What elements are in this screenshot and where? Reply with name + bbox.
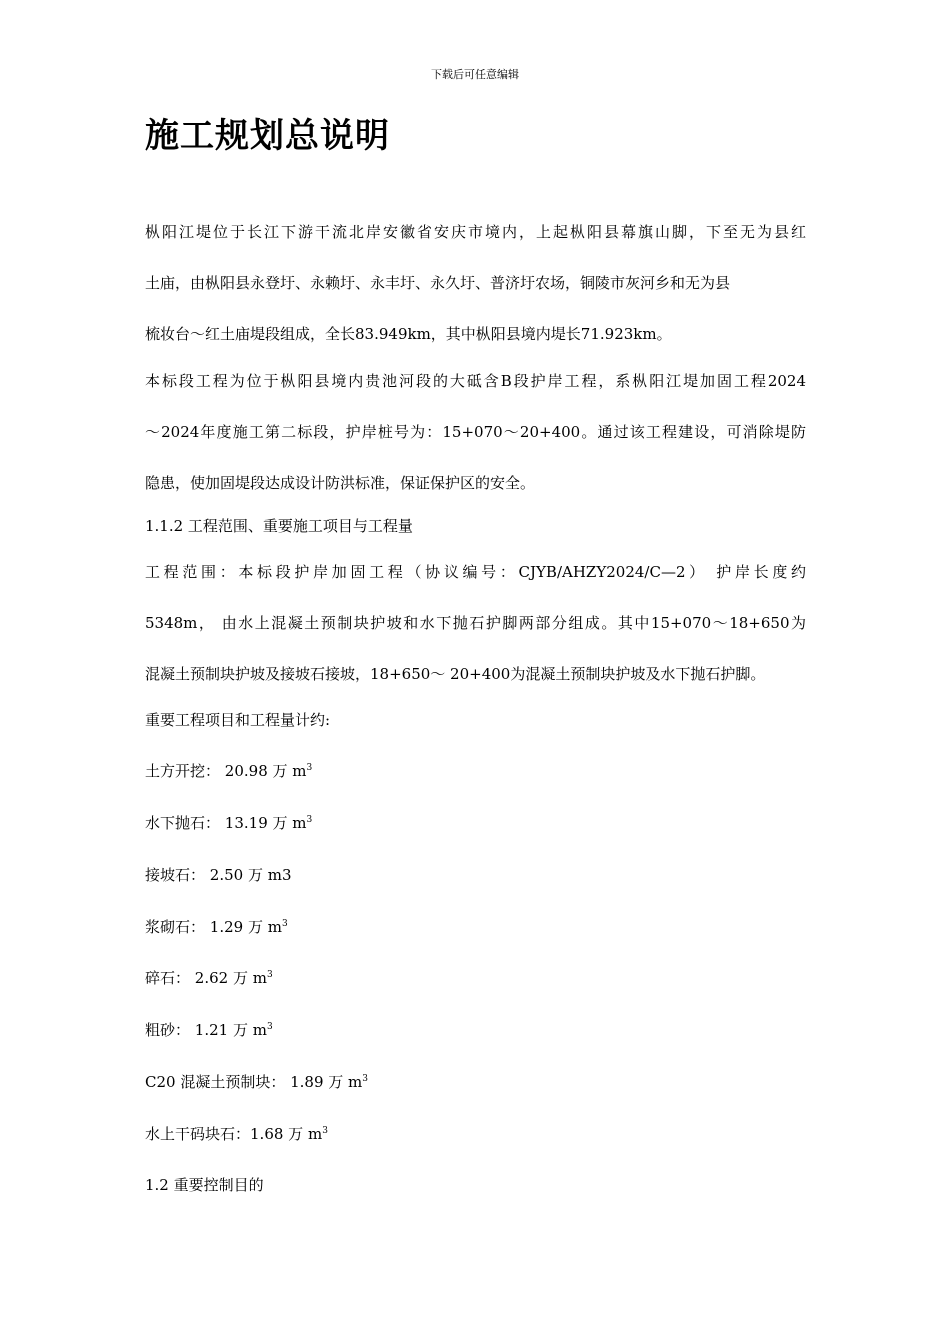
quantity-item: 水上干码块石：1.68 万 $m^3$: [145, 1125, 328, 1143]
paragraph-line: 混凝土预制块护坡及接坡石接坡，18+650～ 20+400为混凝土预制块护坡及水下抛石护脚。: [145, 665, 766, 683]
quantity-item: 粗砂： 1.21 万 $m^3$: [145, 1021, 273, 1039]
paragraph-line: 5348m， 由水上混凝土预制块护坡和水下抛石护脚两部分组成。其中15+070～18+650为: [145, 614, 806, 632]
page-header: 下载后可任意编辑: [431, 68, 519, 81]
paragraph-line: 枞阳江堤位于长江下游干流北岸安徽省安庆市境内，上起枞阳县幕旗山脚，下至无为县红: [145, 223, 806, 241]
paragraph-line: 土庙，由枞阳县永登圩、永赖圩、永丰圩、永久圩、普济圩农场，铜陵市灰河乡和无为县: [145, 274, 731, 292]
quantity-item: C20 混凝土预制块： 1.89 万 $m^3$: [145, 1073, 369, 1091]
quantities-intro: 重要工程项目和工程量计约:: [145, 711, 331, 729]
page-title: 施工规划总说明: [145, 116, 390, 156]
paragraph-line: 本标段工程为位于枞阳县境内贵池河段的大砥含B段护岸工程，系枞阳江堤加固工程2024: [145, 372, 806, 390]
paragraph-line: 梳妆台～红土庙堤段组成，全长83.949km，其中枞阳县境内堤长71.923km。: [145, 325, 672, 343]
section-heading: 1.2 重要控制目的: [145, 1176, 264, 1194]
quantity-item: 土方开挖： 20.98 万 $m^3$: [145, 762, 313, 780]
paragraph-line: 工程范围：本标段护岸加固工程（协议编号：CJYB/AHZY2024/C—2） 护岸长度约: [145, 563, 806, 581]
section-heading: 1.1.2 工程范围、重要施工项目与工程量: [145, 517, 413, 535]
paragraph-line: ～2024年度施工第二标段，护岸桩号为：15+070～20+400。通过该工程建设，可消除堤防: [145, 423, 806, 441]
quantity-item: 碎石： 2.62 万 $m^3$: [145, 969, 273, 987]
paragraph-line: 隐患，使加固堤段达成设计防洪标准，保证保护区的安全。: [145, 474, 536, 492]
quantity-item: 浆砌石： 1.29 万 $m^3$: [145, 918, 288, 936]
quantity-item: 水下抛石： 13.19 万 $m^3$: [145, 814, 313, 832]
quantity-item: 接坡石： 2.50 万 m3: [145, 866, 292, 884]
